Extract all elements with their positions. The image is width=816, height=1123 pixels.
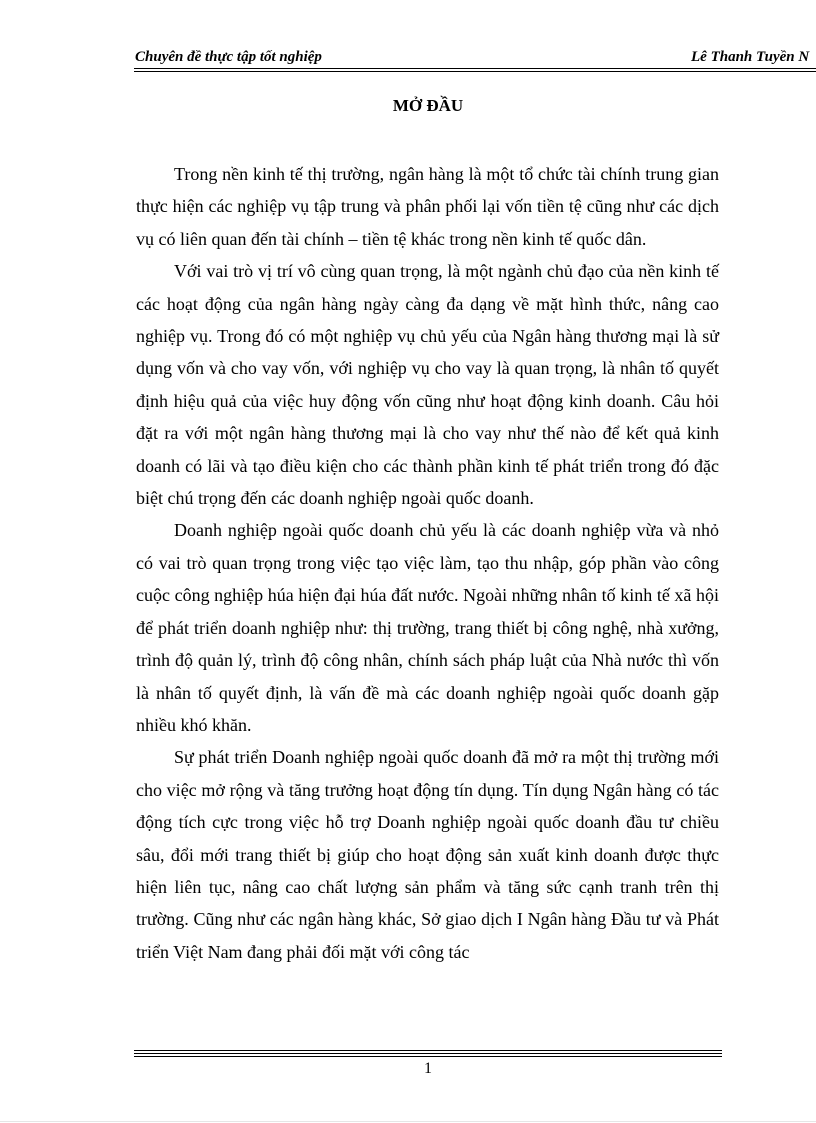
paragraph-2: Với vai trò vị trí vô cùng quan trọng, là một ngành chủ đạo của nền kinh tế các hoạt động của ngân hàng ngày càng đa dạng về mặt hình thức, nâng cao nghiệp vụ. Trong đó có một nghiệp vụ chủ yếu của Ngân hàng thương mại là sử dụng vốn và cho vay vốn, với nghiệp vụ cho vay là quan trọng, là nhân tố quyết định hiệu quả của việc huy động vốn cũng như hoạt động kinh doanh. Câu hỏi đặt ra với một ngân hàng thương mại là cho vay như thế nào để kết quả kinh doanh có lãi và tạo điều kiện cho các thành phần kinh tế phát triển trong đó đặc biệt chú trọng đến các doanh nghiệp ngoài quốc doanh. xyxy=(136,261,719,509)
paragraph-1: Trong nền kinh tế thị trường, ngân hàng là một tổ chức tài chính trung gian thực hiện các nghiệp vụ tập trung và phân phối lại vốn tiền tệ cũng như các dịch vụ có liên quan đến tài chính – tiền tệ khác trong nền kinh tế quốc dân. xyxy=(136,164,719,249)
footer-divider xyxy=(134,1050,722,1051)
footer-divider-tertiary xyxy=(134,1056,722,1057)
page-number: 1 xyxy=(424,1060,432,1077)
header-divider xyxy=(134,68,816,69)
body-text xyxy=(136,158,719,968)
paragraph-3: Doanh nghiệp ngoài quốc doanh chủ yếu là các doanh nghiệp vừa và nhỏ có vai trò quan trọng trong việc tạo việc làm, tạo thu nhập, góp phần vào công cuộc công nghiệp húa hiện đại húa đất nước. Ngoài những nhân tố kinh tế xã hội để phát triển doanh nghiệp như: thị trường, trang thiết bị công nghệ, nhà xưởng, trình độ quản lý, trình độ công nhân, chính sách pháp luật của Nhà nước thì vốn là nhân tố quyết định, là vấn đề mà các doanh nghiệp ngoài quốc doanh gặp nhiều khó khăn. xyxy=(136,520,719,735)
paragraph-4: Sự phát triển Doanh nghiệp ngoài quốc doanh đã mở ra một thị trường mới cho việc mở rộng và tăng trưởng hoạt động tín dụng. Tín dụng Ngân hàng có tác động tích cực trong việc hỗ trợ Doanh nghiệp ngoài quốc doanh đầu tư chiều sâu, đổi mới trang thiết bị giúp cho hoạt động sản xuất kinh doanh được thực hiện liên tục, nâng cao chất lượng sản phẩm và tăng sức cạnh tranh trên thị trường. Cũng như các ngân hàng khác, Sở giao dịch I Ngân hàng Đầu tư và Phát triển Việt Nam đang phải đối mặt với công tác xyxy=(136,747,719,962)
header-author: Lê Thanh Tuyền N xyxy=(691,49,810,65)
footer-divider-secondary xyxy=(134,1053,722,1054)
header-divider-secondary xyxy=(134,71,816,72)
header-document-title: Chuyên đề thực tập tốt nghiệp xyxy=(135,49,322,65)
page-bottom-edge xyxy=(0,1121,816,1122)
page-title: MỞ ĐẦU xyxy=(392,96,464,115)
